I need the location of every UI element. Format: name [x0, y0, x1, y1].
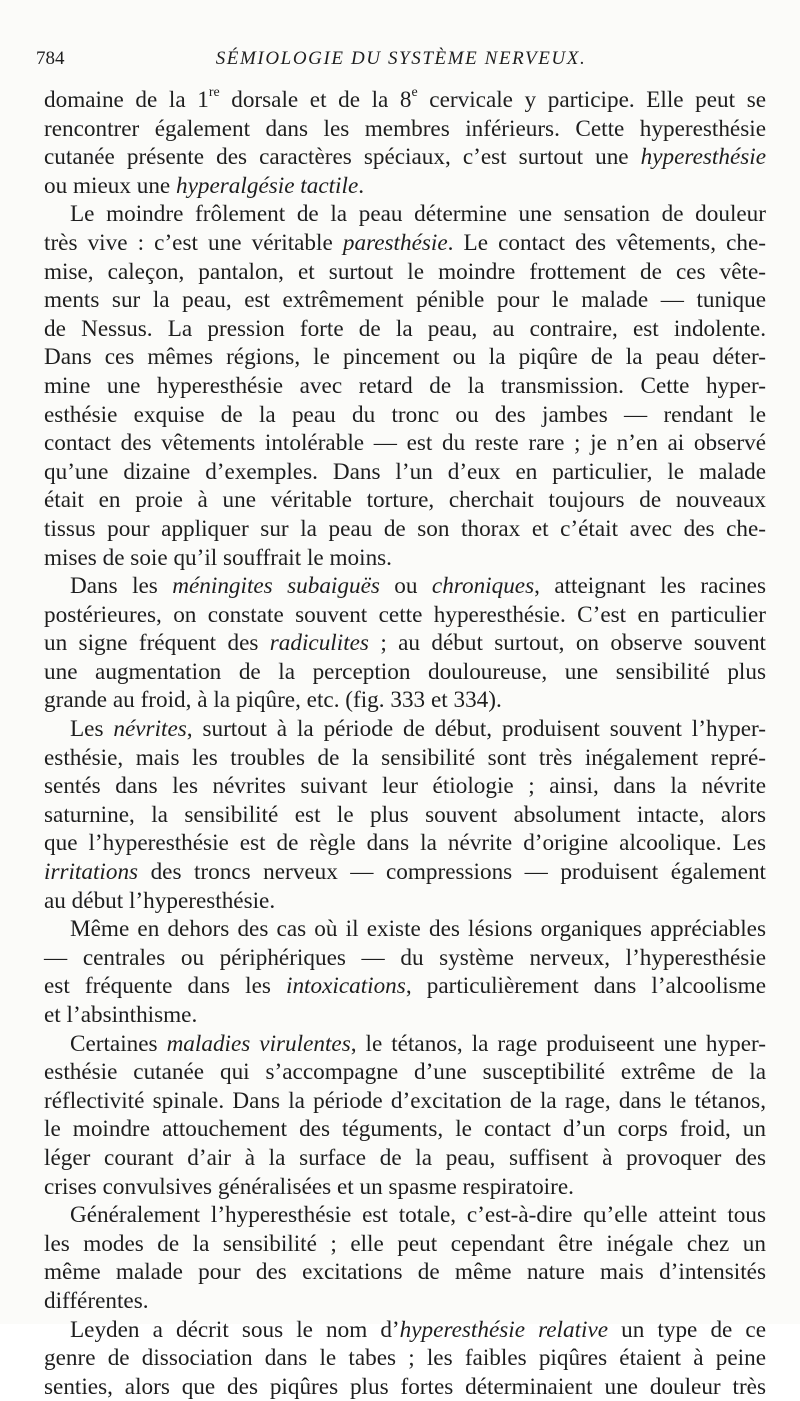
italic-term: intoxications: [286, 973, 406, 1000]
italic-term: méningites subaiguës: [172, 573, 380, 600]
text-line: [44, 1201, 766, 1230]
text-line: [44, 515, 766, 544]
text-run: rencontrer également dans les membres inférieurs. Cette hyperesthésie: [44, 115, 766, 142]
text-line: [44, 801, 766, 830]
text-line: [44, 1344, 766, 1373]
text-run: , atteignant les racines: [534, 573, 766, 600]
text-run: esthésie, mais les troubles de la sensibilité sont très inégalement repré-: [44, 744, 766, 771]
italic-term: névrites: [113, 716, 187, 743]
text-line: [44, 686, 766, 715]
text-line: [44, 944, 766, 973]
text-line: [44, 1144, 766, 1173]
text-run: mises de soie qu’il souffrait le moins.: [44, 544, 392, 571]
text-run: au début l’hyperesthésie.: [44, 887, 276, 914]
text-line: [44, 1173, 766, 1202]
text-line: [44, 1030, 766, 1059]
text-line: [44, 401, 766, 430]
text-line: [44, 372, 766, 401]
text-line: [44, 858, 766, 887]
text-run: léger courant d’air à la surface de la peau, suffisent à provoquer des: [44, 1144, 766, 1171]
text-run: ; au début surtout, on observe souvent: [368, 630, 766, 657]
italic-term: irritations: [44, 859, 139, 886]
text-line: [44, 1287, 766, 1316]
text-run: , le tétanos, la rage produiseent une hyper-: [350, 1030, 766, 1057]
italic-term: hyperesthésie relative: [399, 1316, 609, 1343]
italic-term: maladies virulentes: [166, 1030, 351, 1057]
text-run: tissus pour appliquer sur la peau de son thorax et c’était avec des che-: [44, 515, 766, 542]
text-run: dorsale et de la 8: [219, 87, 412, 113]
text-run: Les: [70, 716, 114, 743]
text-line: [44, 744, 766, 773]
text-run: esthésie cutanée qui s’accompagne d’une susceptibilité extrême de la: [44, 1059, 766, 1086]
text-line: [44, 1087, 766, 1116]
text-run: est fréquente dans les: [44, 973, 287, 1000]
text-run: — centrales ou périphériques — du système nerveux, l’hyperesthésie: [44, 944, 766, 971]
text-run: Le moindre frôlement de la peau détermine une sensation de douleur: [70, 201, 766, 228]
italic-term: chroniques: [431, 573, 535, 600]
text-line: [44, 658, 766, 687]
text-run: Même en dehors des cas où il existe des lésions organiques appréciables: [70, 916, 766, 943]
text-run: postérieures, on constate souvent cette hyperesthésie. C’est en particulier: [44, 601, 766, 628]
text-run: grande au froid, à la piqûre, etc. (fig. 333 et 334).: [44, 687, 502, 714]
text-run: et l’absinthisme.: [44, 1002, 198, 1028]
text-line: [44, 601, 766, 630]
text-run: Dans ces mêmes régions, le pincement ou la piqûre de la peau déter-: [44, 344, 766, 371]
text-line: [44, 143, 766, 172]
text-run: mise, caleçon, pantalon, et surtout le moindre frottement de ces vête-: [44, 258, 766, 285]
text-run: mine une hyperesthésie avec retard de la transmission. Cette hyper-: [44, 372, 766, 399]
italic-term: hyperesthésie: [640, 144, 766, 171]
text-run: un type de ce: [608, 1316, 767, 1343]
text-run: cutanée présente des caractères spéciaux, c’est surtout une: [44, 144, 641, 171]
text-line: [44, 315, 766, 344]
text-line: [44, 972, 766, 1001]
superscript: e: [411, 85, 418, 101]
text-line: [44, 915, 766, 944]
text-run: qu’une dizaine d’exemples. Dans l’un d’eux en particulier, le malade: [44, 458, 766, 485]
text-run: . Le contact des vêtements, che-: [447, 229, 766, 256]
text-line: [44, 1316, 766, 1345]
text-run: contact des vêtements intolérable — est du reste rare ; je n’en ai observé: [44, 430, 766, 457]
text-run: de Nessus. La pression forte de la peau, au contraire, est indolente.: [44, 315, 766, 342]
text-run: même malade pour des excitations de même nature mais d’intensités: [44, 1259, 766, 1286]
text-run: un signe fréquent des: [44, 630, 270, 657]
text-line: [44, 829, 766, 858]
text-run: ou mieux une: [44, 172, 177, 199]
text-line: [44, 486, 766, 515]
text-line: [44, 458, 766, 487]
italic-term: paresthésie: [342, 229, 448, 256]
text-run: domaine de la 1: [44, 87, 209, 113]
page-header: [36, 48, 766, 74]
text-run: Dans les: [70, 573, 173, 600]
text-line: [44, 572, 766, 601]
text-run: crises convulsives généralisées et un spasme respiratoire.: [44, 1173, 574, 1200]
text-run: ments sur la peau, est extrêmement pénible pour le malade — tunique: [44, 287, 766, 314]
text-line: [44, 772, 766, 801]
text-run: , particulièrement dans l’alcoolisme: [405, 973, 766, 1000]
text-run: Certaines: [70, 1030, 167, 1057]
text-run: cervicale y participe. Elle peut se: [417, 87, 767, 113]
text-run: Leyden a décrit sous le nom d’: [70, 1316, 400, 1343]
text-line: [44, 1230, 766, 1259]
text-line: [44, 1373, 766, 1401]
text-run: esthésie exquise de la peau du tronc ou des jambes — rendant le: [44, 401, 766, 428]
italic-term: radiculites: [269, 630, 369, 657]
text-run: saturnine, la sensibilité est le plus souvent absolument intacte, alors: [44, 801, 766, 828]
text-run: le moindre attouchement des téguments, le contact d’un corps froid, un: [44, 1116, 766, 1143]
text-line: [44, 229, 766, 258]
page-number: 784: [36, 48, 65, 69]
running-title: SÉMIOLOGIE DU SYSTÈME NERVEUX.: [215, 48, 587, 69]
text-line: [44, 258, 766, 287]
text-line: [44, 286, 766, 315]
text-line: [44, 1258, 766, 1287]
text-run: très vive : c’est une véritable: [44, 229, 343, 256]
text-run: senties, alors que des piqûres plus fortes déterminaient une douleur très: [44, 1373, 766, 1400]
italic-term: hyperalgésie tactile: [176, 172, 359, 199]
text-run: , surtout à la période de début, produisent souvent l’hyper-: [186, 716, 766, 743]
text-run: genre de dissociation dans le tabes ; les faibles piqûres étaient à peine: [44, 1345, 766, 1372]
text-run: des troncs nerveux — compressions — produisent également: [138, 859, 766, 886]
text-run: ou: [379, 573, 432, 600]
text-run: différentes.: [44, 1287, 149, 1314]
text-run: les modes de la sensibilité ; elle peut cependant être inégale chez un: [44, 1230, 766, 1257]
superscript: re: [208, 85, 220, 101]
text-line: [44, 343, 766, 372]
text-run: était en proie à une véritable torture, cherchait toujours de nouveaux: [44, 487, 766, 514]
text-line: [44, 200, 766, 229]
text-line: [44, 887, 766, 916]
text-line: [44, 1115, 766, 1144]
text-line: [44, 629, 766, 658]
text-run: Généralement l’hyperesthésie est totale, c’est-à-dire qu’elle atteint tous: [70, 1202, 766, 1229]
text-line: [44, 86, 766, 115]
text-line: [44, 1001, 766, 1030]
text-line: [44, 544, 766, 573]
text-run: .: [358, 172, 365, 199]
text-line: [44, 1058, 766, 1087]
text-line: [44, 715, 766, 744]
text-run: sentés dans les névrites suivant leur étiologie ; ainsi, dans la névrite: [44, 773, 766, 800]
body-text: [44, 86, 766, 1401]
text-line: [44, 115, 766, 144]
text-run: réflectivité spinale. Dans la période d’excitation de la rage, dans le tétanos,: [44, 1087, 766, 1114]
text-line: [44, 429, 766, 458]
text-run: que l’hyperesthésie est de règle dans la névrite d’origine alcoolique. Les: [44, 830, 766, 857]
text-run: une augmentation de la perception douloureuse, une sensibilité plus: [44, 658, 766, 685]
text-line: [44, 172, 766, 201]
